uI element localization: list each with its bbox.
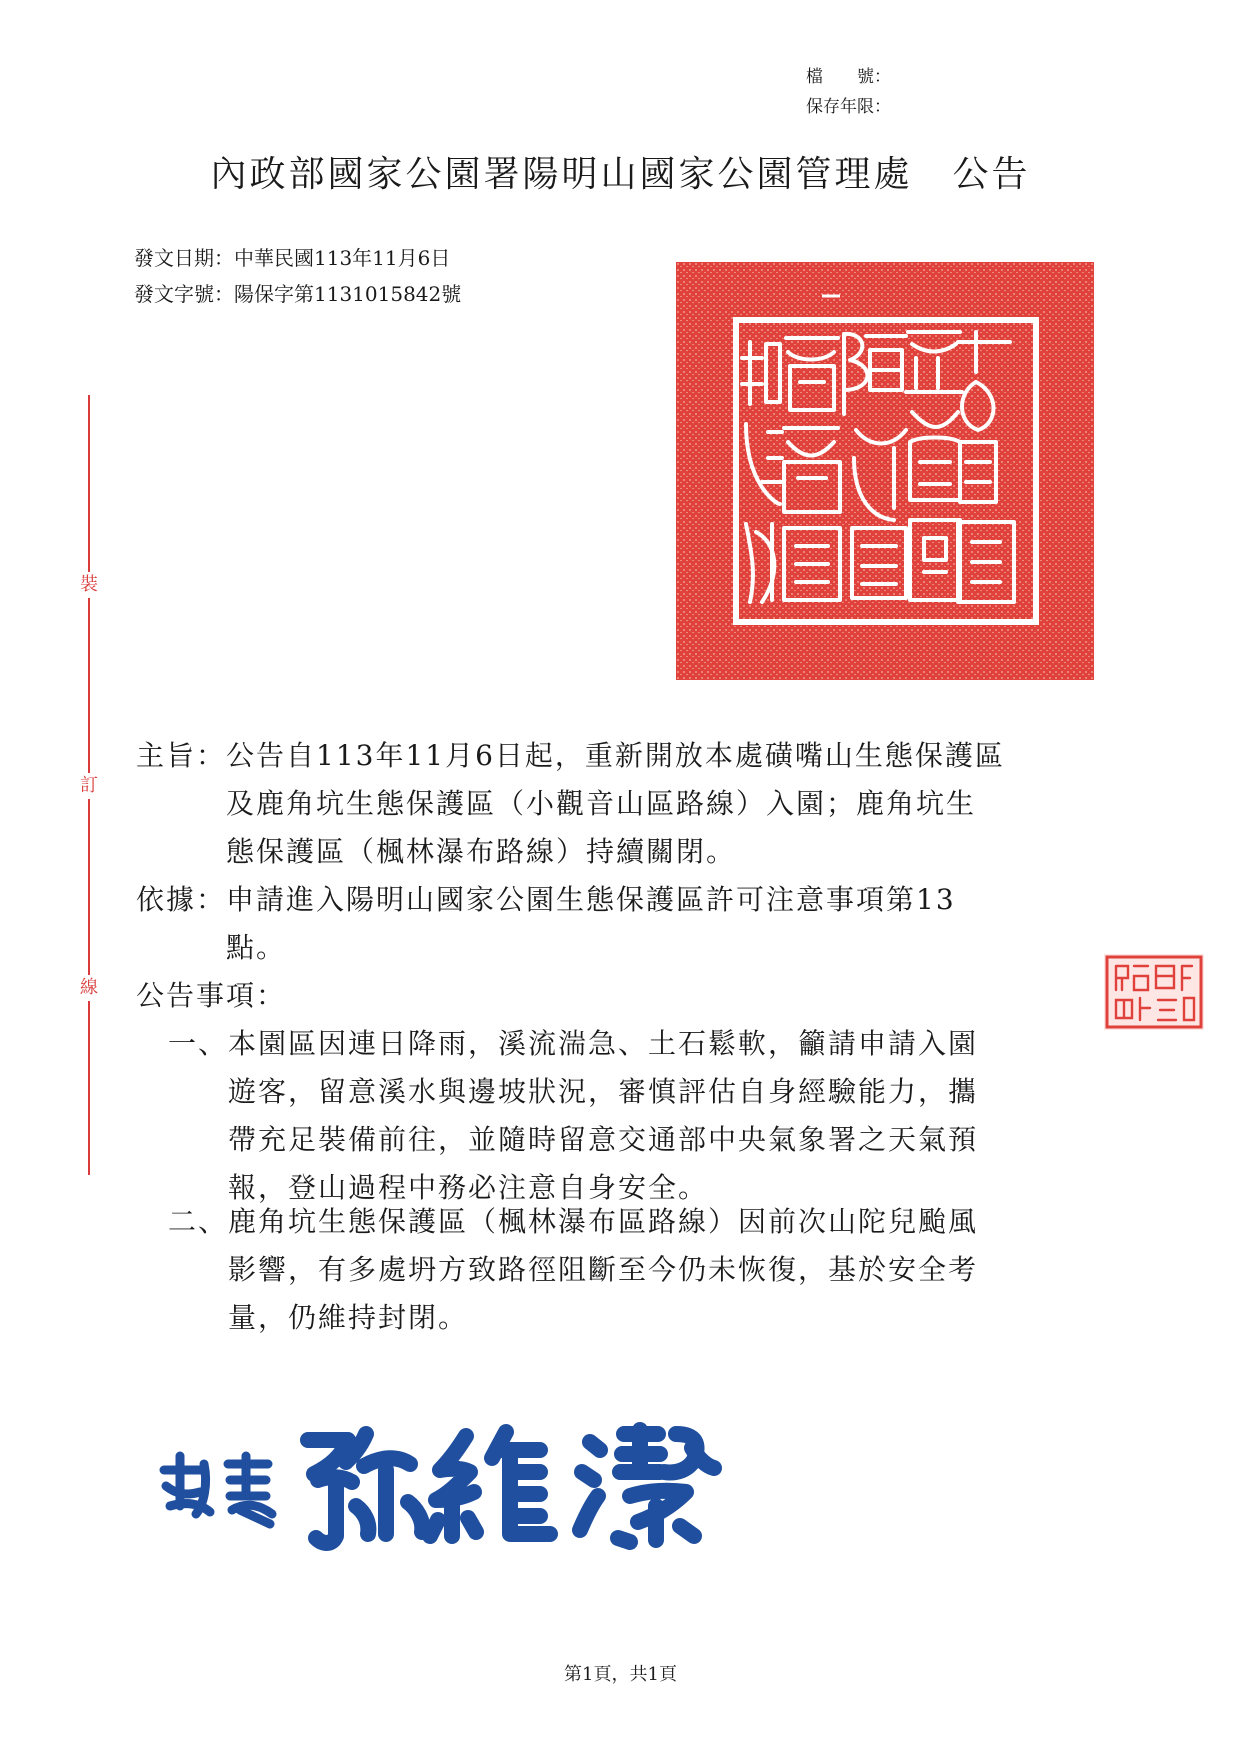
basis-line: 點。 [226, 931, 287, 964]
director-signature [150, 1410, 790, 1560]
item-line: 本園區因連日降雨，溪流湍急、土石鬆軟，籲請申請入園 [228, 1027, 979, 1060]
agency-name: 內政部國家公園署陽明山國家公園管理處 [210, 154, 913, 195]
item-line: 量，仍維持封閉。 [228, 1301, 469, 1334]
issue-info [134, 240, 461, 312]
item-line: 帶充足裝備前往，並隨時留意交通部中央氣象署之天氣預 [228, 1123, 979, 1156]
item-line: 鹿角坑生態保護區（楓林瀑布區路線）因前次山陀兒颱風 [228, 1205, 979, 1238]
notice-item [168, 1198, 978, 1342]
page-number: 第1頁，共1頁 [564, 1664, 677, 1685]
binding-mark-zhuang: 裝 [76, 572, 102, 598]
file-number-label: 檔 號： [806, 67, 891, 87]
subject-section [136, 732, 1005, 876]
item-number: 一、 [168, 1027, 229, 1060]
notice-item [168, 1020, 978, 1212]
basis-section [136, 876, 956, 972]
item-line: 遊客，留意溪水與邊坡狀況，審慎評估自身經驗能力，攜 [228, 1075, 979, 1108]
binding-mark-ding: 訂 [76, 773, 102, 799]
document-type: 公告 [952, 154, 1031, 195]
subject-line: 態保護區（楓林瀑布路線）持續關閉。 [226, 835, 737, 868]
notice-label: 公告事項： [136, 979, 287, 1012]
subject-label: 主旨： [136, 739, 227, 772]
filing-meta [806, 62, 891, 122]
binding-mark-xian: 線 [76, 975, 102, 1001]
retention-period-label: 保存年限： [806, 97, 891, 117]
official-seal [676, 262, 1094, 680]
item-line: 影響，有多處坍方致路徑阻斷至今仍未恢復，基於安全考 [228, 1253, 979, 1286]
issue-number: 發文字號：陽保字第1131015842號 [134, 282, 462, 306]
issue-date: 發文日期：中華民國113年11月6日 [134, 246, 451, 270]
subject-line: 公告自113年11月6日起，重新開放本處磺嘴山生態保護區 [226, 739, 1005, 772]
item-line: 報，登山過程中務必注意自身安全。 [228, 1171, 709, 1204]
page-title [0, 152, 1241, 198]
subject-line: 及鹿角坑生態保護區（小觀音山區路線）入園；鹿角坑生 [226, 787, 977, 820]
small-seal [1104, 954, 1204, 1030]
basis-line: 申請進入陽明山國家公園生態保護區許可注意事項第13 [226, 883, 956, 916]
basis-label: 依據： [136, 883, 227, 916]
item-number: 二、 [168, 1205, 229, 1238]
